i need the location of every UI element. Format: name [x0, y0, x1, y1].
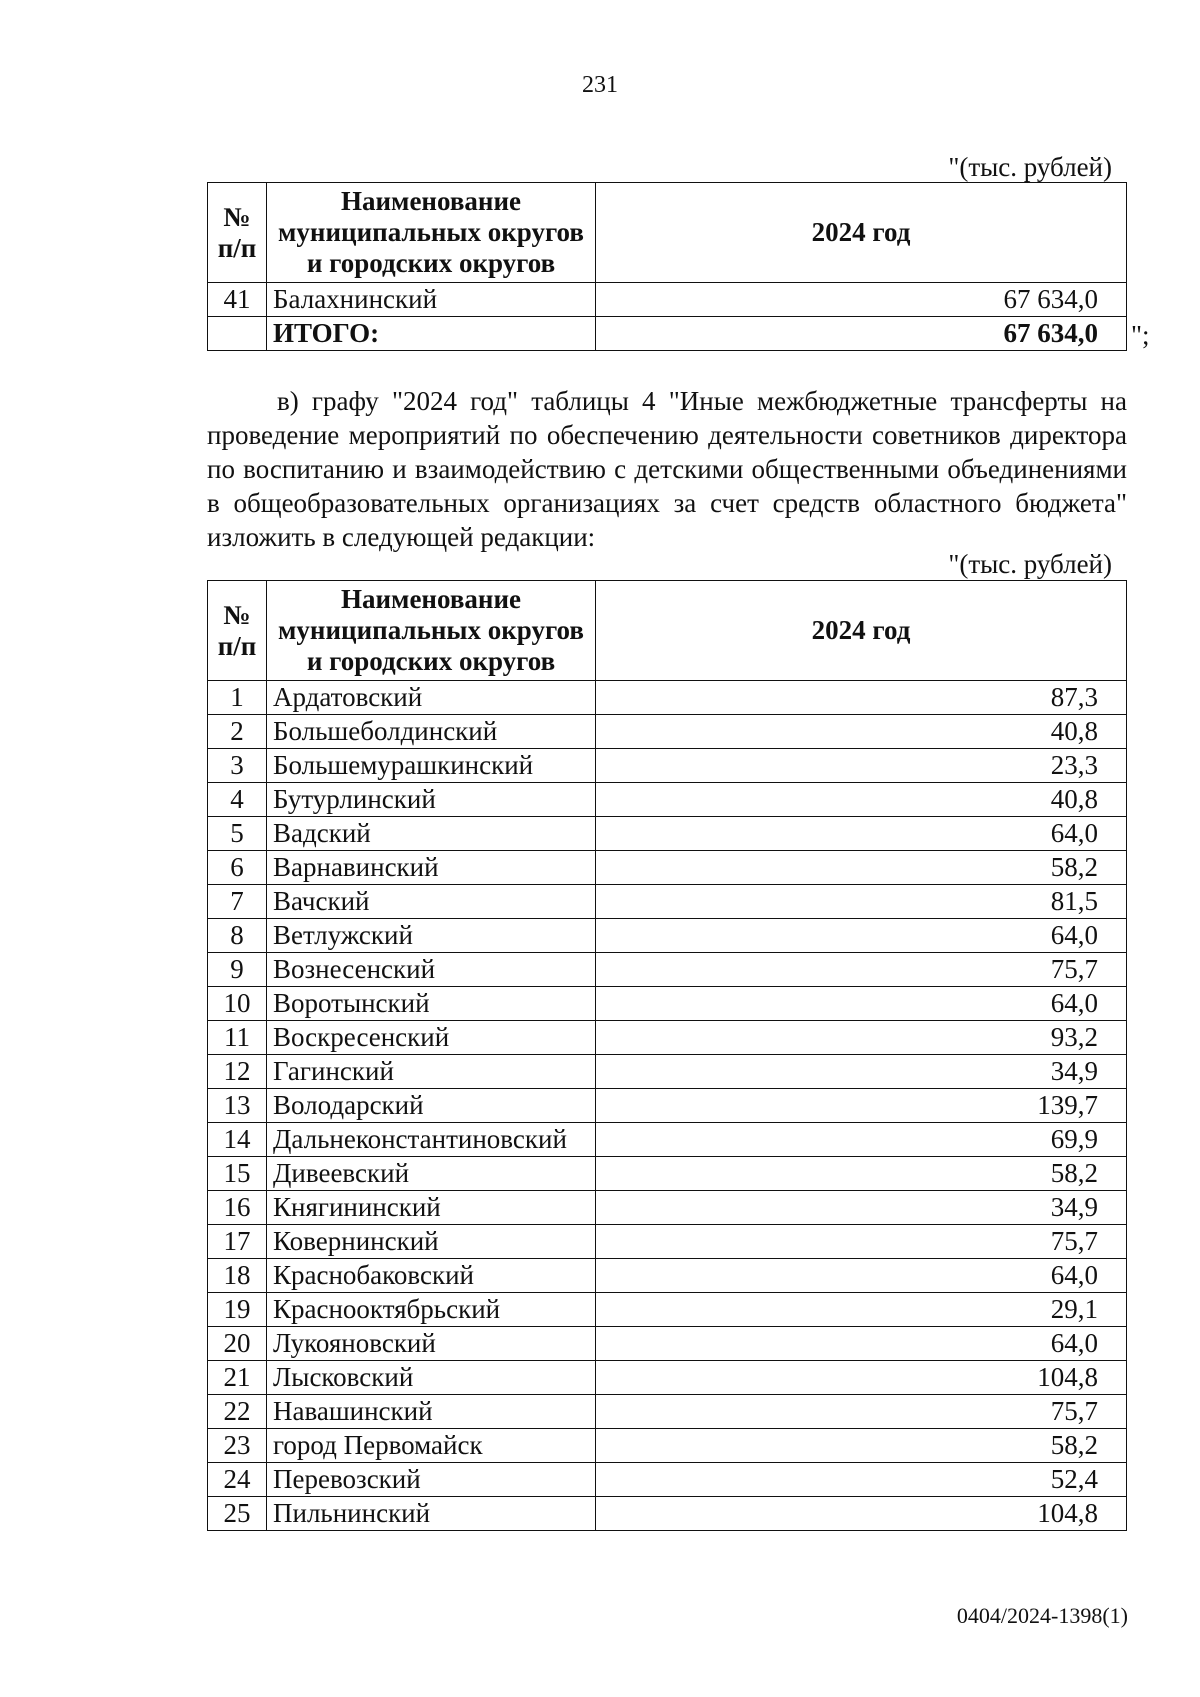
- row-num: 24: [208, 1463, 267, 1497]
- total-num-cell: [208, 317, 267, 351]
- row-value: 34,9: [596, 1055, 1127, 1089]
- table-row: [208, 987, 1127, 1021]
- table-row: [208, 749, 1127, 783]
- row-num: 12: [208, 1055, 267, 1089]
- table-row: [208, 1463, 1127, 1497]
- table-row: [208, 1089, 1127, 1123]
- row-name: Варнавинский: [267, 851, 596, 885]
- row-value: 93,2: [596, 1021, 1127, 1055]
- header-name: Наименование муниципальных округов и городских округов: [267, 581, 596, 681]
- row-value: 64,0: [596, 919, 1127, 953]
- row-value: 139,7: [596, 1089, 1127, 1123]
- table2: [207, 580, 1127, 1531]
- row-name: Бутурлинский: [267, 783, 596, 817]
- table2-header-row: [208, 581, 1127, 681]
- row-num: 3: [208, 749, 267, 783]
- table-row: [208, 1395, 1127, 1429]
- row-value: 34,9: [596, 1191, 1127, 1225]
- header-name: Наименование муниципальных округов и городских округов: [267, 183, 596, 283]
- row-name: Воротынский: [267, 987, 596, 1021]
- row-value: 29,1: [596, 1293, 1127, 1327]
- row-num: 13: [208, 1089, 267, 1123]
- row-value: 67 634,0: [596, 283, 1127, 317]
- row-value: 40,8: [596, 783, 1127, 817]
- table-row: [208, 681, 1127, 715]
- table-row: [208, 885, 1127, 919]
- row-num: 14: [208, 1123, 267, 1157]
- row-name: Большемурашкинский: [267, 749, 596, 783]
- row-name: Вознесенский: [267, 953, 596, 987]
- row-value: 58,2: [596, 851, 1127, 885]
- row-num: 23: [208, 1429, 267, 1463]
- table1-units-label: "(тыс. рублей): [948, 152, 1112, 182]
- row-num: 18: [208, 1259, 267, 1293]
- row-num: 25: [208, 1497, 267, 1531]
- table-row: [208, 715, 1127, 749]
- row-name: Краснобаковский: [267, 1259, 596, 1293]
- row-num: 7: [208, 885, 267, 919]
- row-name: Ветлужский: [267, 919, 596, 953]
- table-row: [208, 1259, 1127, 1293]
- row-value: 23,3: [596, 749, 1127, 783]
- row-name: Ковернинский: [267, 1225, 596, 1259]
- row-value: 87,3: [596, 681, 1127, 715]
- total-label: ИТОГО:: [267, 317, 596, 351]
- table-row: [208, 1191, 1127, 1225]
- header-num: № п/п: [208, 183, 267, 283]
- row-value: 58,2: [596, 1429, 1127, 1463]
- document-code: 0404/2024-1398(1): [956, 1603, 1128, 1628]
- row-value: 75,7: [596, 1225, 1127, 1259]
- row-num: 8: [208, 919, 267, 953]
- table1-body: [208, 283, 1127, 351]
- row-value: 64,0: [596, 987, 1127, 1021]
- row-name: Володарский: [267, 1089, 596, 1123]
- row-name: Вачский: [267, 885, 596, 919]
- table-row: [208, 1293, 1127, 1327]
- table-row: [208, 1497, 1127, 1531]
- closing-quote: ";: [1131, 320, 1150, 350]
- table-row: [208, 817, 1127, 851]
- page-number: 231: [582, 72, 618, 98]
- row-num: 11: [208, 1021, 267, 1055]
- row-num: 6: [208, 851, 267, 885]
- total-row: [208, 317, 1127, 351]
- table1-header-row: [208, 183, 1127, 283]
- table-row: [208, 283, 1127, 317]
- row-num: 10: [208, 987, 267, 1021]
- table2-units-label: "(тыс. рублей): [948, 549, 1112, 579]
- row-num: 21: [208, 1361, 267, 1395]
- row-num: 5: [208, 817, 267, 851]
- table-row: [208, 1157, 1127, 1191]
- amendment-text: в) графу "2024 год" таблицы 4 "Иные межбюджетные трансферты на проведение мероприятий по обеспечению деятельности советников директора по воспитанию и взаимодействию с детскими общественными объединениями в общеобразовательных организациях за счет средств областного бюджета" изложить в следующей редакции:: [207, 386, 1127, 552]
- row-value: 75,7: [596, 953, 1127, 987]
- table-row: [208, 1123, 1127, 1157]
- table-row: [208, 919, 1127, 953]
- row-name: Краснооктябрьский: [267, 1293, 596, 1327]
- row-value: 81,5: [596, 885, 1127, 919]
- row-value: 64,0: [596, 1259, 1127, 1293]
- row-name: Вадский: [267, 817, 596, 851]
- row-name: Ардатовский: [267, 681, 596, 715]
- row-num: 20: [208, 1327, 267, 1361]
- row-name: Дивеевский: [267, 1157, 596, 1191]
- table-row: [208, 1055, 1127, 1089]
- table2-body: [208, 681, 1127, 1531]
- table-row: [208, 953, 1127, 987]
- row-num: 22: [208, 1395, 267, 1429]
- row-num: 9: [208, 953, 267, 987]
- header-year: 2024 год: [596, 581, 1127, 681]
- row-name: Гагинский: [267, 1055, 596, 1089]
- row-name: Княгининский: [267, 1191, 596, 1225]
- row-num: 2: [208, 715, 267, 749]
- row-name: Лукояновский: [267, 1327, 596, 1361]
- row-value: 58,2: [596, 1157, 1127, 1191]
- row-name: Пильнинский: [267, 1497, 596, 1531]
- table-row: [208, 1021, 1127, 1055]
- header-year: 2024 год: [596, 183, 1127, 283]
- row-num: 19: [208, 1293, 267, 1327]
- table-row: [208, 1327, 1127, 1361]
- row-name: Большеболдинский: [267, 715, 596, 749]
- table-row: [208, 1429, 1127, 1463]
- table-row: [208, 851, 1127, 885]
- total-value: 67 634,0: [596, 317, 1127, 351]
- table-row: [208, 1361, 1127, 1395]
- row-name: Лысковский: [267, 1361, 596, 1395]
- row-name: Перевозский: [267, 1463, 596, 1497]
- row-value: 40,8: [596, 715, 1127, 749]
- row-num: 4: [208, 783, 267, 817]
- table-row: [208, 1225, 1127, 1259]
- row-value: 104,8: [596, 1497, 1127, 1531]
- row-value: 69,9: [596, 1123, 1127, 1157]
- row-num: 17: [208, 1225, 267, 1259]
- row-value: 104,8: [596, 1361, 1127, 1395]
- row-value: 64,0: [596, 817, 1127, 851]
- row-name: Дальнеконстантиновский: [267, 1123, 596, 1157]
- row-name: Балахнинский: [267, 283, 596, 317]
- row-name: Навашинский: [267, 1395, 596, 1429]
- row-value: 75,7: [596, 1395, 1127, 1429]
- row-num: 1: [208, 681, 267, 715]
- row-name: Воскресенский: [267, 1021, 596, 1055]
- amendment-paragraph: [207, 384, 1127, 554]
- row-name: город Первомайск: [267, 1429, 596, 1463]
- table-row: [208, 783, 1127, 817]
- table1: [207, 182, 1127, 351]
- row-num: 16: [208, 1191, 267, 1225]
- header-num: № п/п: [208, 581, 267, 681]
- row-value: 52,4: [596, 1463, 1127, 1497]
- row-num: 15: [208, 1157, 267, 1191]
- row-num: 41: [208, 283, 267, 317]
- row-value: 64,0: [596, 1327, 1127, 1361]
